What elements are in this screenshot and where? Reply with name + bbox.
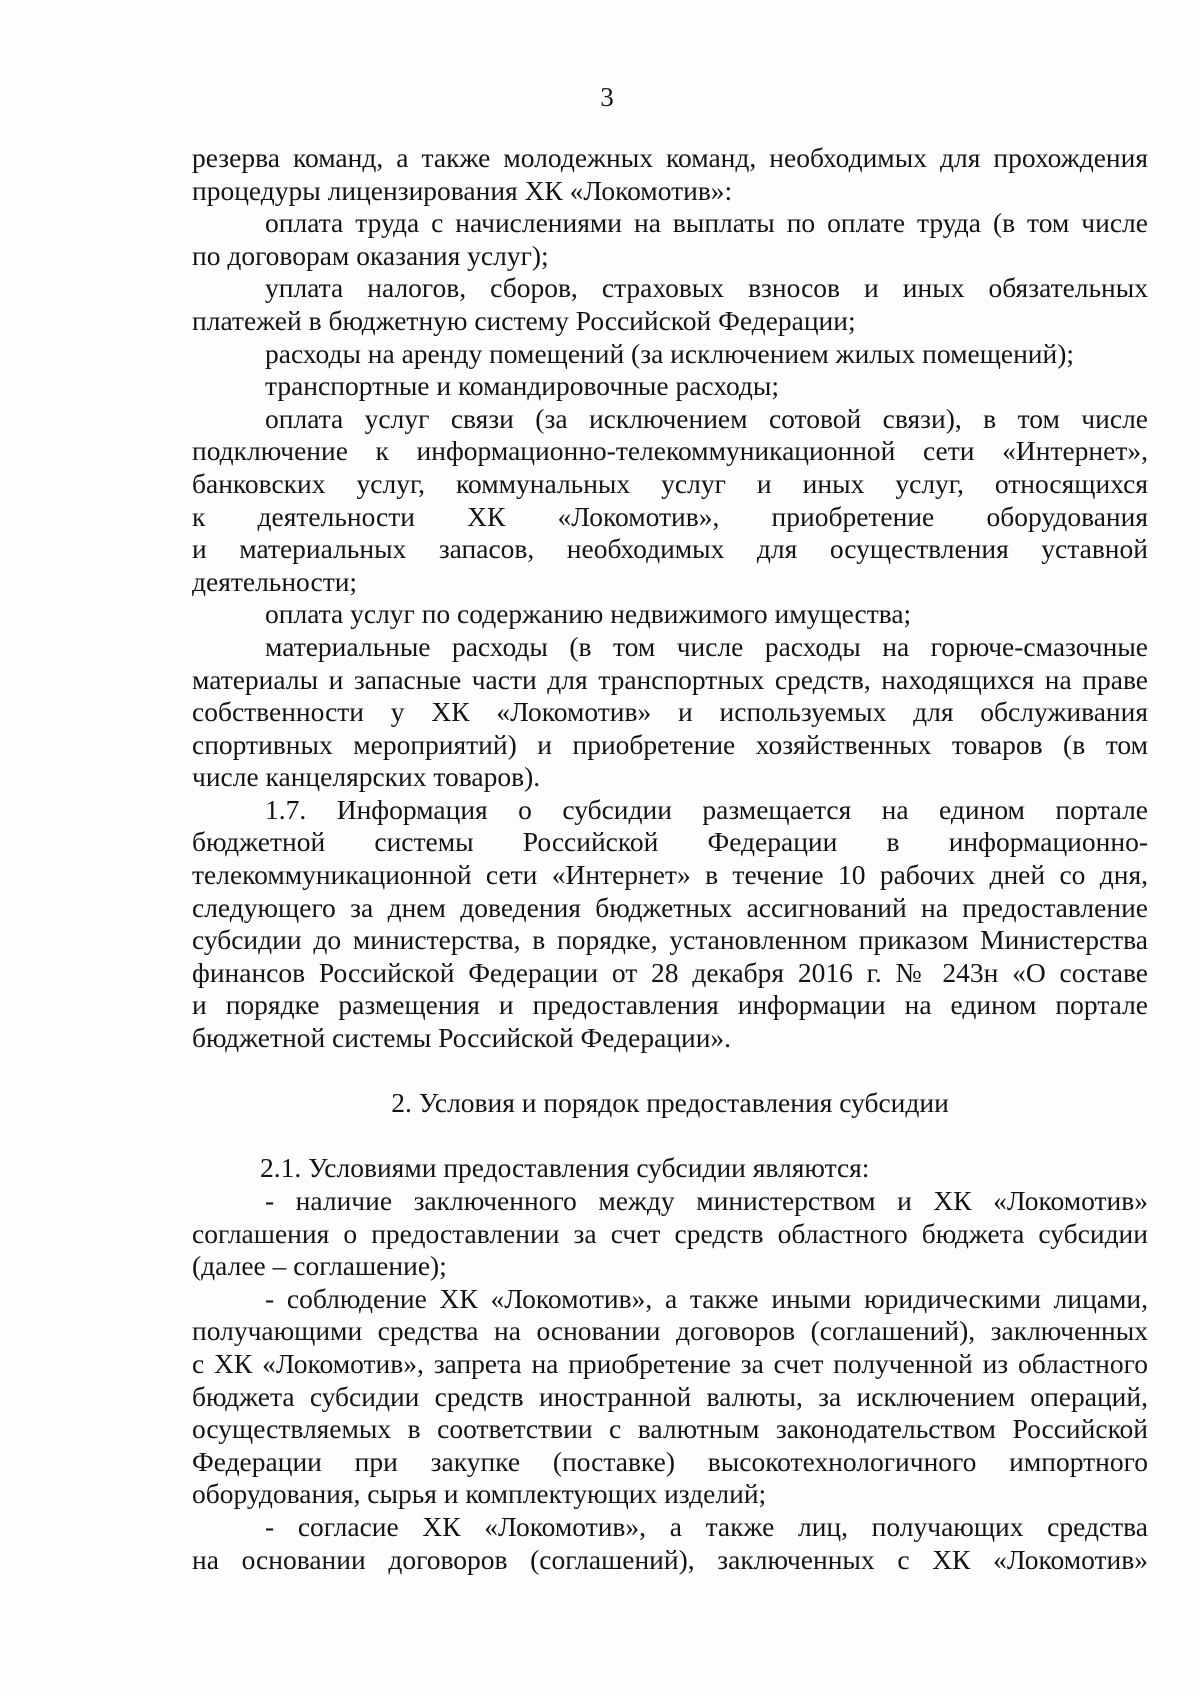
text-line: деятельности; [192, 565, 358, 597]
text-line: - наличие заключенного между министерством и ХК «Локомотив» [265, 1185, 1148, 1216]
text-line: к деятельности ХК «Локомотив», приобретение оборудования [192, 500, 1148, 532]
text-line: телекоммуникационной сети «Интернет» в течение 10 рабочих дней со дня, [192, 859, 1148, 891]
text-line: оплата услуг по содержанию недвижимого имущества; [265, 598, 912, 630]
text-line: 1.7. Информация о субсидии размещается на едином портале [265, 793, 1148, 825]
text-line: собственности у ХК «Локомотив» и используемых для обслуживания [192, 696, 1148, 728]
text-line: оплата труда с начислениями на выплаты по оплате труда (в том числе [265, 207, 1148, 239]
text-line: и порядке размещения и предоставления информации на едином портале [192, 989, 1148, 1021]
text-line: следующего за днем доведения бюджетных ассигнований на предоставление [192, 891, 1148, 923]
text-line: получающими средства на основании договоров (соглашений), заключенных [192, 1315, 1148, 1347]
text-line: - согласие ХК «Локомотив», а также лиц, получающих средства [265, 1510, 1148, 1542]
text-line: бюджетной системы Российской Федерации в информационно- [192, 826, 1148, 858]
text-line: с ХК «Локомотив», запрета на приобретение за счет полученной из областного [192, 1347, 1148, 1379]
text-line: расходы на аренду помещений (за исключением жилых помещений); [265, 337, 1075, 369]
text-line: Федерации при закупке (поставке) высокотехнологичного импортного [192, 1445, 1148, 1477]
text-line: платежей в бюджетную систему Российской Федерации; [192, 304, 856, 336]
text-line: резерва команд, а также молодежных команд, необходимых для прохождения [192, 142, 1148, 173]
text-line: процедуры лицензирования ХК «Локомотив»: [192, 174, 733, 206]
page-number: 3 [600, 82, 614, 112]
document-body [192, 142, 1148, 1576]
text-line: соглашения о предоставлении за счет средств областного бюджета субсидии [192, 1217, 1148, 1249]
text-line: материалы и запасные части для транспортных средств, находящихся на праве [192, 663, 1148, 695]
spacer [192, 1120, 1148, 1153]
section-heading: 2. Условия и порядок предоставления субсидии [391, 1087, 949, 1119]
text-line: по договорам оказания услуг); [192, 239, 549, 271]
text-line: осуществляемых в соответствии с валютным законодательством Российской [192, 1413, 1148, 1445]
text-line: (далее – соглашение); [192, 1250, 447, 1282]
text-line: подключение к информационно-телекоммуникационной сети «Интернет», [192, 435, 1148, 467]
text-line: и материальных запасов, необходимых для осуществления уставной [192, 533, 1148, 565]
text-line: бюджета субсидии средств иностранной валюты, за исключением операций, [192, 1380, 1148, 1412]
text-line: субсидии до министерства, в порядке, установленном приказом Министерства [192, 924, 1148, 956]
text-line: банковских услуг, коммунальных услуг и иных услуг, относящихся [192, 467, 1148, 499]
text-line: на основании договоров (соглашений), заключенных с ХК «Локомотив» [192, 1543, 1148, 1575]
text-line: транспортные и командировочные расходы; [265, 370, 780, 402]
text-line: числе канцелярских товаров). [192, 761, 541, 793]
text-line: 2.1. Условиями предоставления субсидии являются: [260, 1152, 870, 1184]
text-line: оплата услуг связи (за исключением сотовой связи), в том числе [265, 402, 1148, 434]
text-line: финансов Российской Федерации от 28 декабря 2016 г. № 243н «О составе [192, 956, 1148, 988]
text-line: уплата налогов, сборов, страховых взносов и иных обязательных [265, 272, 1148, 304]
text-line: бюджетной системы Российской Федерации». [192, 1022, 732, 1054]
text-line: - соблюдение ХК «Локомотив», а также иными юридическими лицами, [265, 1282, 1148, 1314]
text-line: материальные расходы (в том числе расходы на горюче-смазочные [265, 630, 1148, 662]
text-line: спортивных мероприятий) и приобретение хозяйственных товаров (в том [192, 728, 1148, 760]
text-line: оборудования, сырья и комплектующих изделий; [192, 1478, 767, 1510]
spacer [192, 1055, 1148, 1088]
